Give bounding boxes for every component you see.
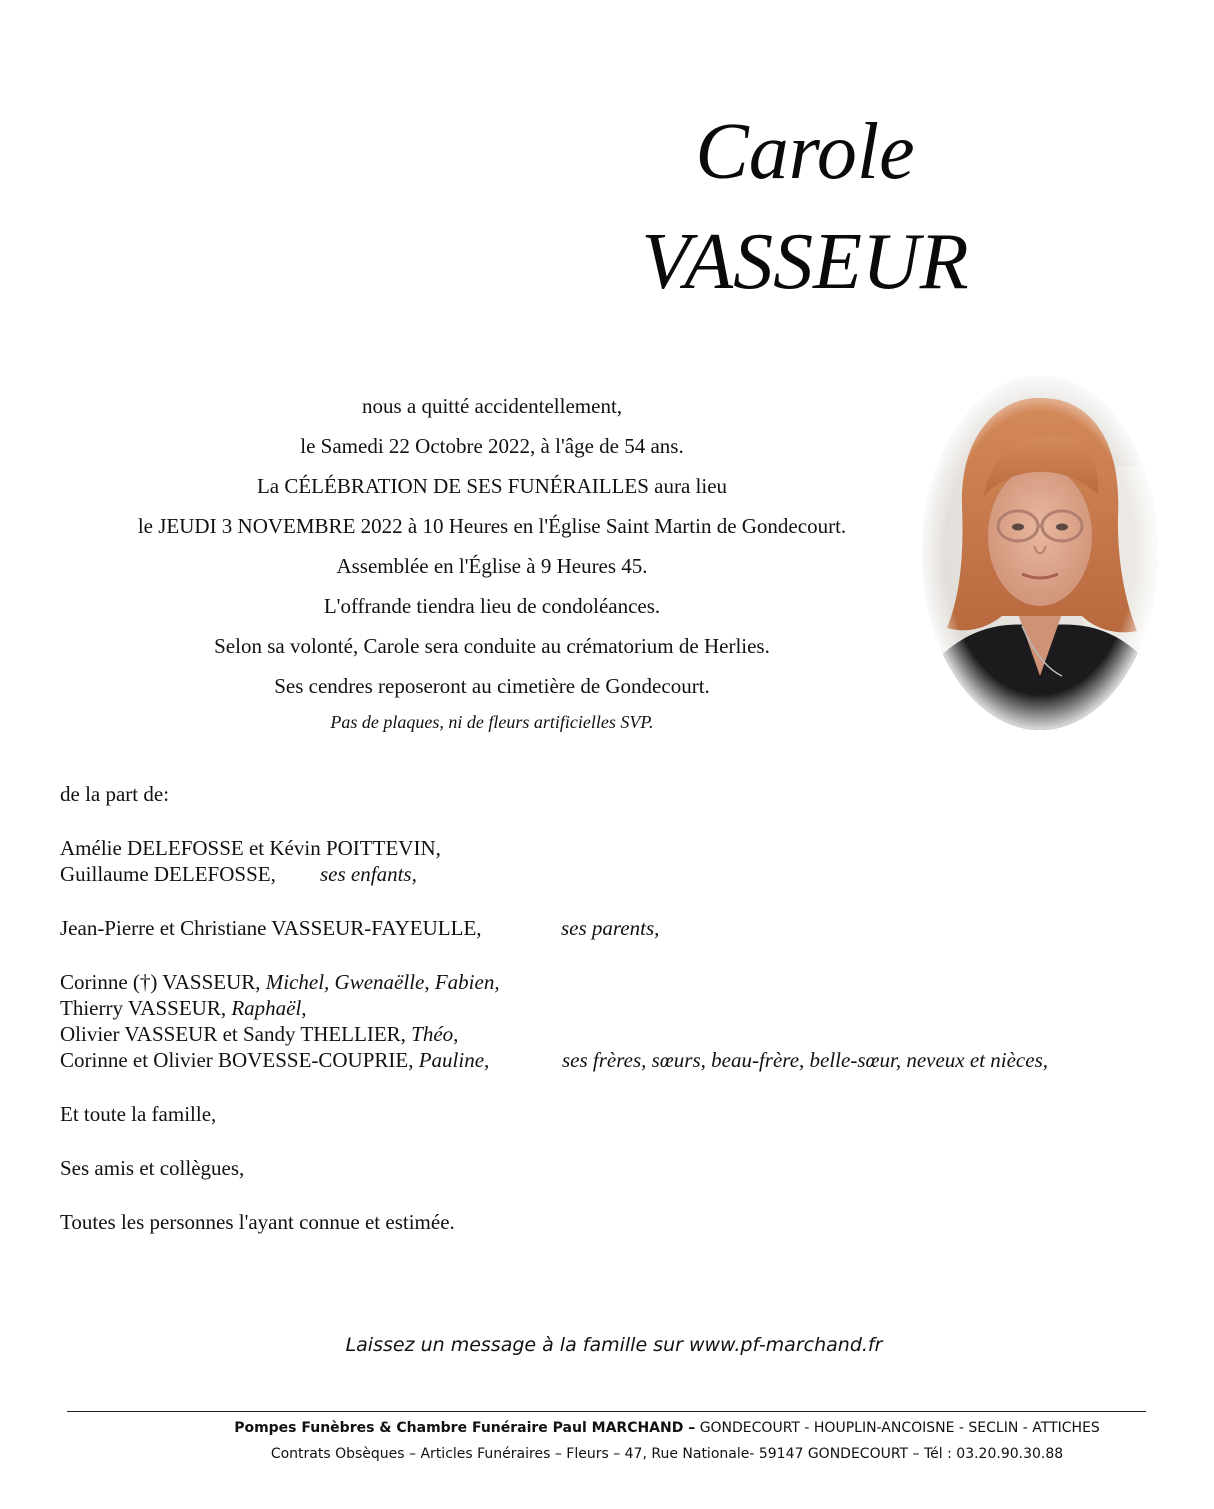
portrait-illustration: [922, 376, 1158, 730]
sibling-name: Corinne et Olivier BOVESSE-COUPRIE,: [60, 1048, 414, 1072]
from-intro: de la part de:: [60, 782, 170, 806]
announcement-line: le Samedi 22 Octobre 2022, à l'âge de 54 ans.: [300, 434, 684, 458]
announcement-line: L'offrande tiendra lieu de condoléances.: [323, 594, 661, 618]
announcement-line: Assemblée en l'Église à 9 Heures 45.: [336, 554, 648, 578]
family-list: [60, 781, 1160, 1235]
children-line-1: Amélie DELEFOSSE et Kévin POITTEVIN,: [60, 836, 441, 860]
footer-services-line: Contrats Obsèques – Articles Funéraires – Fleurs – 47, Rue Nationale- 59147 GONDECOURT – Tél : 03.20.90.30.88: [270, 1446, 1064, 1462]
children-relation: ses enfants,: [320, 862, 417, 886]
other-mourners: Et toute la famille,: [60, 1102, 217, 1126]
sibling-row: [60, 1047, 1160, 1073]
announcement-line: Ses cendres reposeront au cimetière de Gondecourt.: [274, 674, 710, 698]
children-line-2: [60, 861, 1160, 887]
announcement-line: le JEUDI 3 NOVEMBRE 2022 à 10 Heures en l'Église Saint Martin de Gondecourt.: [137, 514, 847, 538]
parents-relation: ses parents,: [561, 916, 660, 940]
sibling-name: Thierry VASSEUR,: [60, 996, 227, 1020]
children-name: Guillaume DELEFOSSE,: [60, 862, 276, 886]
website-message: Laissez un message à la famille sur www.pf-marchand.fr: [345, 1334, 883, 1356]
sibling-row: [60, 995, 1160, 1021]
footer-company-line: [67, 1420, 1214, 1436]
footer-locations: GONDECOURT - HOUPLIN-ANCOISNE - SECLIN - ATTICHES: [699, 1420, 1100, 1436]
sibling-children: Raphaël,: [231, 996, 307, 1020]
flowers-note: Pas de plaques, ni de fleurs artificielles SVP.: [330, 712, 654, 732]
sibling-row: [60, 969, 1160, 995]
announcement-line: La CÉLÉBRATION DE SES FUNÉRAILLES aura lieu: [256, 474, 728, 498]
sibling-children: Michel, Gwenaëlle, Fabien,: [265, 970, 500, 994]
sibling-children: Théo,: [411, 1022, 459, 1046]
footer-company-name: Pompes Funèbres & Chambre Funéraire Paul MARCHAND –: [234, 1420, 696, 1436]
announcement-line: Selon sa volonté, Carole sera conduite au crématorium de Herlies.: [214, 634, 770, 658]
sibling-row: [60, 1021, 1160, 1047]
announcement-line: nous a quitté accidentellement,: [361, 394, 623, 418]
footer-divider: [67, 1411, 1146, 1412]
other-mourners: Toutes les personnes l'ayant connue et estimée.: [60, 1210, 455, 1234]
other-mourners: Ses amis et collègues,: [60, 1156, 245, 1180]
announcement-block: [80, 386, 904, 738]
sibling-children: Pauline,: [418, 1048, 490, 1072]
parents-line: [60, 915, 1160, 941]
deceased-last-name: VASSEUR: [641, 218, 969, 306]
siblings-relation: ses frères, sœurs, beau-frère, belle-sœur, neveux et nièces,: [562, 1048, 1048, 1072]
portrait-photo: [922, 376, 1158, 730]
sibling-name: Corinne (†) VASSEUR,: [60, 970, 261, 994]
deceased-first-name: Carole: [695, 108, 915, 196]
sibling-name: Olivier VASSEUR et Sandy THELLIER,: [60, 1022, 406, 1046]
parents-name: Jean-Pierre et Christiane VASSEUR-FAYEULLE,: [60, 916, 482, 940]
